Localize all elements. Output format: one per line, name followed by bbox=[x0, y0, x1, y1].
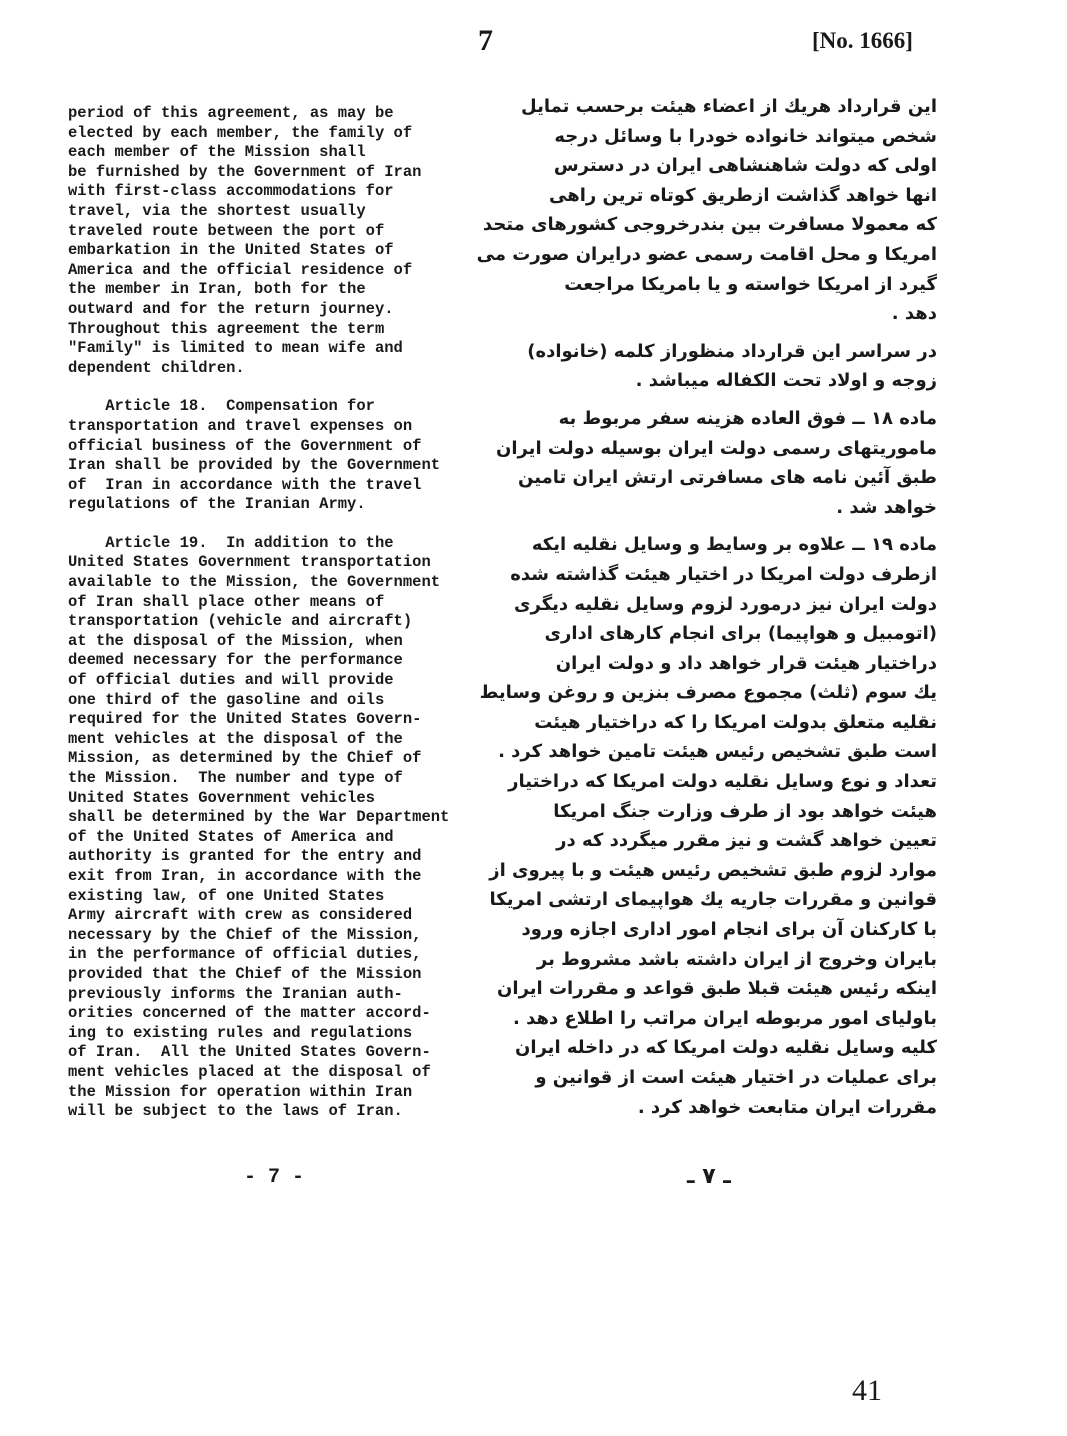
text-line: authority is granted for the entry and bbox=[68, 847, 422, 866]
text-line: required for the United States Govern- bbox=[68, 710, 422, 729]
text-line: با کارکنان آن برای انجام امور اداری اجازه ورود bbox=[521, 919, 937, 941]
text-line: regulations of the Iranian Army. bbox=[68, 495, 366, 514]
text-line: است طبق تشخیص رئیس هیئت تامین خواهد کرد . bbox=[498, 741, 937, 763]
text-line: Throughout this agreement the term bbox=[68, 319, 385, 338]
persian-footer-page-number: ـ ۷ ـ bbox=[687, 1164, 731, 1189]
text-line: Iran shall be provided by the Government bbox=[68, 456, 441, 475]
text-line: ماموریتهای رسمی دولت ایران بوسیله دولت ایران bbox=[495, 437, 937, 459]
text-line: of the United States of America and bbox=[68, 827, 394, 846]
persian-column bbox=[476, 92, 937, 1130]
persian-paragraph bbox=[505, 337, 937, 396]
text-line: in the performance of official duties, bbox=[68, 945, 422, 964]
text-line: کلیه وسایل نقلیه دولت امریکا که در داخله ایران bbox=[514, 1037, 937, 1059]
text-line: deemed necessary for the performance bbox=[68, 651, 403, 670]
text-line: elected by each member, the family of bbox=[68, 123, 413, 142]
text-line: of Iran in accordance with the travel bbox=[68, 475, 422, 494]
text-line: انها خواهد گذاشت ازطریق کوتاه ترین راهی bbox=[549, 184, 937, 206]
english-paragraph bbox=[68, 534, 498, 1122]
text-line: دهد . bbox=[891, 303, 937, 325]
text-line: قوانین و مقررات جاریه یك هواپیمای ارتشی امریکا bbox=[489, 889, 937, 911]
text-line: ماده ۱۹ ــ علاوه بر وسایط و وسایل نقلیه ایکه bbox=[531, 534, 937, 556]
text-line: embarkation in the United States of bbox=[68, 241, 394, 260]
text-line: necessary by the Chief of the Mission, bbox=[68, 925, 422, 944]
text-line: transportation (vehicle and aircraft) bbox=[68, 612, 413, 631]
text-line: نقلیه متعلق بدولت امریکا را که دراختیار هیئت bbox=[534, 711, 937, 733]
text-line: هیئت خواهد بود از طرف وزارت جنگ امریکا bbox=[553, 800, 937, 822]
text-line: اینکه رئیس هیئت قبلا طبق قواعد و مقررات ایران bbox=[497, 978, 937, 1000]
text-line: مقررات ایران متابعت خواهد کرد . bbox=[637, 1096, 937, 1118]
text-line: orities concerned of the matter accord- bbox=[68, 1004, 431, 1023]
text-line: travel, via the shortest usually bbox=[68, 201, 366, 220]
text-line: طبق آئین نامه های مسافرتی ارتش ایران تامین bbox=[518, 467, 937, 489]
sheet-number: 41 bbox=[852, 1374, 882, 1407]
persian-paragraph bbox=[495, 404, 937, 522]
text-line: Article 18. Compensation for bbox=[68, 397, 375, 416]
text-line: زوجه و اولاد تحت الکفاله میباشد . bbox=[635, 370, 937, 392]
text-line: باولیای امور مربوطه ایران مراتب را اطلاع دهد . bbox=[513, 1007, 937, 1029]
text-line: the member in Iran, both for the bbox=[68, 280, 366, 299]
english-footer-page-number: - 7 - bbox=[244, 1166, 305, 1189]
text-line: ازطرف دولت امریکا در اختیار هیئت گذاشته شده bbox=[510, 563, 937, 585]
text-line: دولت ایران نیز درمورد لزوم وسایل نقلیه دیگری bbox=[514, 593, 937, 615]
text-line: Mission, as determined by the Chief of bbox=[68, 749, 422, 768]
text-line: اولی که دولت شاهنشاهی ایران در دسترس bbox=[553, 155, 937, 177]
text-line: موارد لزوم طبق تشخیص رئیس هیئت و با پیروی از bbox=[489, 859, 937, 881]
text-line: دراختیار هیئت قرار خواهد داد و دولت ایران bbox=[555, 652, 937, 674]
text-line: each member of the Mission shall bbox=[68, 143, 366, 162]
text-line: traveled route between the port of bbox=[68, 221, 385, 240]
page-number: 7 bbox=[478, 24, 493, 57]
text-line: خواهد شد . bbox=[836, 496, 937, 518]
text-line: transportation and travel expenses on bbox=[68, 416, 413, 435]
english-paragraph bbox=[68, 104, 498, 378]
text-line: United States Government vehicles bbox=[68, 788, 375, 807]
text-line: یك سوم (ثلث) مجموع مصرف بنزین و روغن وسایط bbox=[479, 682, 937, 704]
text-line: برای عملیات در اختیار هیئت است از قوانین و bbox=[535, 1067, 937, 1088]
text-line: exit from Iran, in accordance with the bbox=[68, 866, 422, 885]
text-line: official business of the Government of bbox=[68, 436, 422, 455]
text-line: of Iran shall place other means of bbox=[68, 592, 385, 611]
text-line: ment vehicles at the disposal of the bbox=[68, 729, 403, 748]
text-line: تعداد و نوع وسایل نقلیه دولت امریکا که دراختیار bbox=[508, 771, 937, 793]
text-line: shall be determined by the War Department bbox=[68, 808, 450, 827]
text-line: period of this agreement, as may be bbox=[68, 104, 394, 122]
text-line: ماده ۱۸ ــ فوق العاده هزینه سفر مربوط به bbox=[558, 407, 937, 429]
text-line: امریکا و محل اقامت رسمی عضو درایران صورت می bbox=[476, 243, 937, 265]
text-line: این قرارداد هریك از اعضاء هیئت برحسب تمایل bbox=[521, 96, 937, 117]
text-line: of official duties and will provide bbox=[68, 671, 394, 690]
text-line: (اتومبیل و هواپیما) برای انجام کارهای اداری bbox=[544, 623, 937, 645]
text-line: Army aircraft with crew as considered bbox=[68, 906, 413, 925]
text-line: of Iran. All the United States Govern- bbox=[68, 1043, 431, 1062]
text-line: existing law, of one United States bbox=[68, 886, 385, 905]
text-line: provided that the Chief of the Mission bbox=[68, 964, 422, 983]
text-line: Article 19. In addition to the bbox=[68, 533, 394, 552]
text-line: ment vehicles placed at the disposal of bbox=[68, 1062, 431, 1081]
text-line: تعیین خواهد گشت و نیز مقرر میگردد که در bbox=[556, 830, 937, 852]
english-column bbox=[68, 104, 498, 1141]
text-line: در سراسر این قرارداد منظوراز کلمه (خانواده) bbox=[527, 340, 937, 362]
text-line: بایران وخروج از ایران داشته باشد مشروط بر bbox=[536, 948, 937, 970]
text-line: be furnished by the Government of Iran bbox=[68, 162, 422, 181]
text-line: شخص میتواند خانواده خودرا با وسائل درجه bbox=[554, 125, 937, 147]
document-number: [No. 1666] bbox=[812, 28, 913, 53]
text-line: at the disposal of the Mission, when bbox=[68, 631, 403, 650]
text-line: available to the Mission, the Government bbox=[68, 573, 441, 592]
text-line: dependent children. bbox=[68, 358, 245, 377]
text-line: the Mission. The number and type of bbox=[68, 769, 403, 787]
text-line: the Mission for operation within Iran bbox=[68, 1082, 413, 1101]
persian-paragraph bbox=[476, 92, 937, 329]
text-line: with first-class accommodations for bbox=[68, 182, 394, 201]
text-line: ing to existing rules and regulations bbox=[68, 1023, 413, 1042]
text-line: "Family" is limited to mean wife and bbox=[68, 339, 403, 358]
text-line: که معمولا مسافرت بین بندرخروجی کشورهای متحد bbox=[482, 214, 937, 236]
english-paragraph bbox=[68, 397, 498, 515]
text-line: will be subject to the laws of Iran. bbox=[68, 1102, 403, 1121]
persian-paragraph bbox=[479, 530, 937, 1122]
text-line: United States Government transportation bbox=[68, 553, 431, 572]
text-line: outward and for the return journey. bbox=[68, 299, 394, 318]
text-line: one third of the gasoline and oils bbox=[68, 690, 385, 709]
text-line: گیرد از امریکا خواسته و یا بامریکا مراجعت bbox=[564, 273, 937, 295]
text-line: previously informs the Iranian auth- bbox=[68, 984, 403, 1003]
text-line: America and the official residence of bbox=[68, 260, 413, 279]
